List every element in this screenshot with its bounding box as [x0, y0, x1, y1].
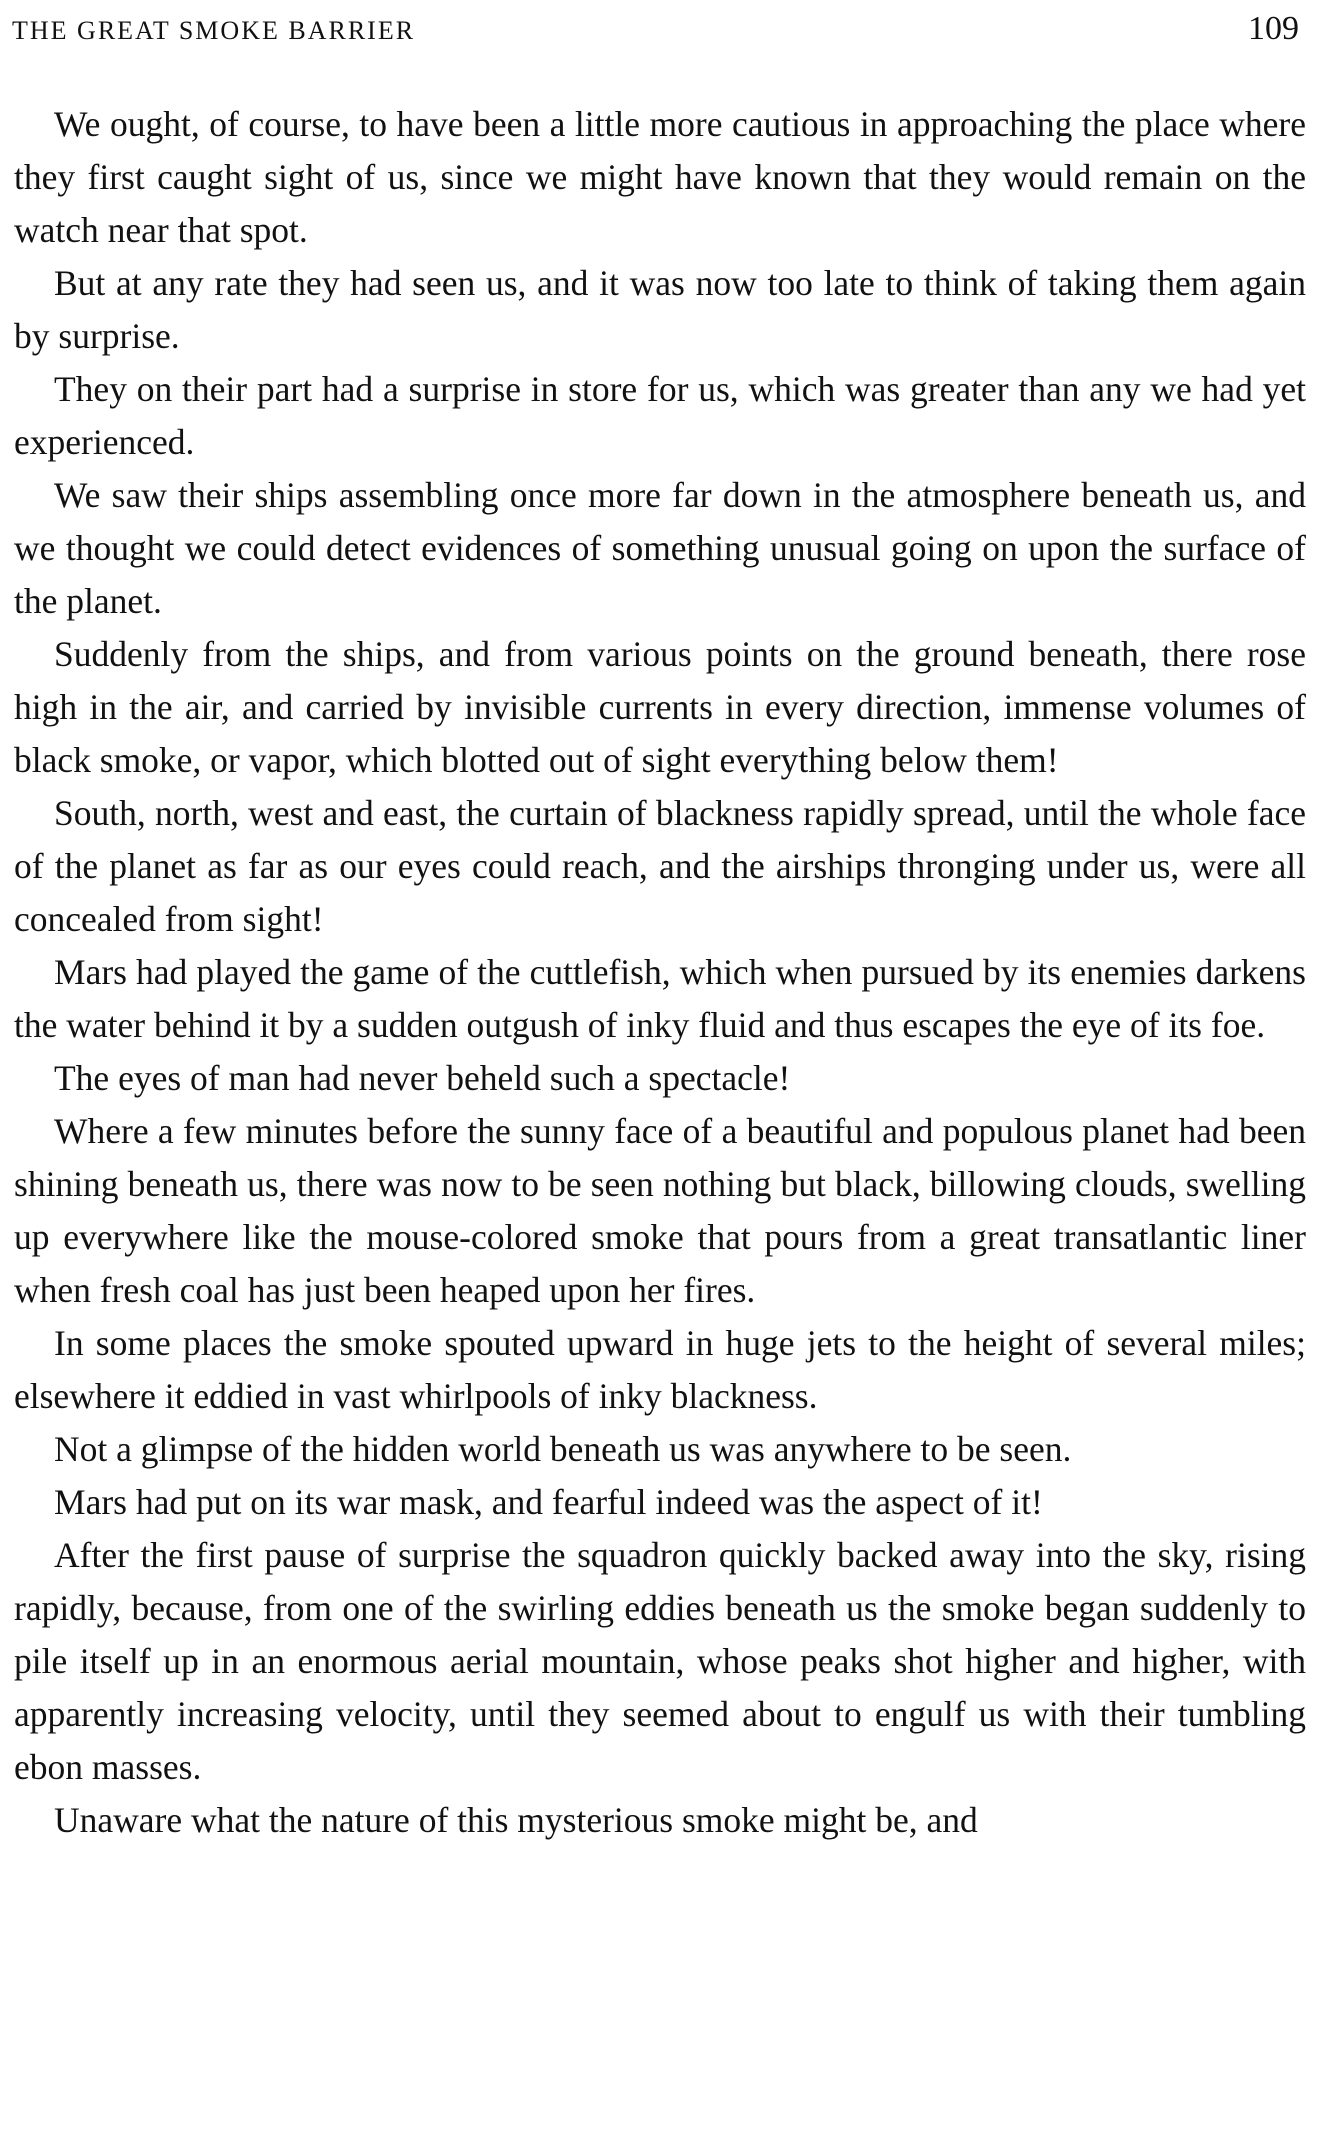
paragraph: The eyes of man had never beheld such a spectacle! [54, 1058, 791, 1098]
paragraph: South, north, west and east, the curtain of blackness rapidly spread, until the whole face of the planet as far as our eyes could reach, and the airships thronging under us, were all concealed from sight! [14, 793, 1306, 939]
paragraph: They on their part had a surprise in store for us, which was greater than any we had yet experienced. [14, 369, 1306, 462]
paragraph: Mars had put on its war mask, and fearful indeed was the aspect of it! [54, 1482, 1043, 1522]
paragraph: Not a glimpse of the hidden world beneath us was anywhere to be seen. [54, 1429, 1072, 1469]
paragraph: Unaware what the nature of this mysterious smoke might be, and [54, 1800, 978, 1840]
paragraph: Mars had played the game of the cuttlefish, which when pursued by its enemies darkens the water behind it by a sudden outgush of inky fluid and thus escapes the eye of its foe. [14, 952, 1306, 1045]
body-text [14, 98, 1306, 1847]
running-head [12, 10, 1311, 54]
chapter-title: THE GREAT SMOKE BARRIER [12, 16, 416, 45]
paragraph: Suddenly from the ships, and from various points on the ground beneath, there rose high in the air, and carried by invisible currents in every direction, immense volumes of black smoke, or vapor, which blotted out of sight everything below them! [14, 634, 1306, 780]
paragraph: After the first pause of surprise the squadron quickly backed away into the sky, rising rapidly, because, from one of the swirling eddies beneath us the smoke began suddenly to pile itself up in an enormous aerial mountain, whose peaks shot higher and higher, with apparently increasing velocity, until they seemed about to engulf us with their tumbling ebon masses. [14, 1535, 1306, 1787]
paragraph: But at any rate they had seen us, and it was now too late to think of taking them again by surprise. [14, 263, 1306, 356]
page-number: 109 [1248, 10, 1299, 47]
paragraph: In some places the smoke spouted upward in huge jets to the height of several miles; elsewhere it eddied in vast whirlpools of inky blackness. [14, 1323, 1306, 1416]
paragraph: Where a few minutes before the sunny face of a beautiful and populous planet had been shining beneath us, there was now to be seen nothing but black, billowing clouds, swelling up everywhere like the mouse-colored smoke that pours from a great transatlantic liner when fresh coal has just been heaped upon her fires. [14, 1111, 1306, 1310]
paragraph: We ought, of course, to have been a little more cautious in approaching the place where they first caught sight of us, since we might have known that they would remain on the watch near that spot. [14, 104, 1306, 250]
paragraph: We saw their ships assembling once more far down in the atmosphere beneath us, and we thought we could detect evidences of something unusual going on upon the surface of the planet. [14, 475, 1306, 621]
